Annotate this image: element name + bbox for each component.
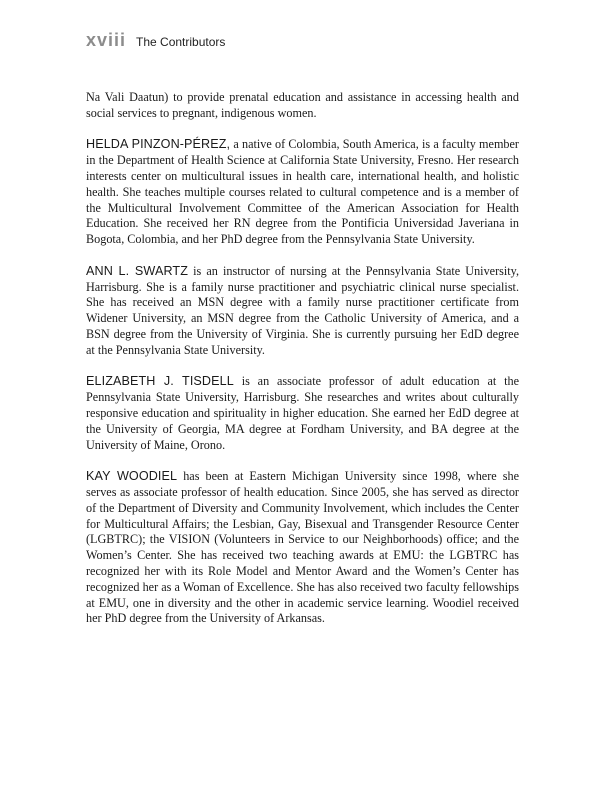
contributor-bio: a native of Colombia, South America, is a faculty member in the Department of Health Science at California State University, Fresno. Her research interests center on multicultural issues in health care, international health, and holistic health. She teaches multiple courses related to cultural competence and is a member of the Multicultural Involvement Committee of the American Association for Health Education. She received her RN degree from the Pontificia Universidad Javeriana in Bogota, Colombia, and her PhD degree from the Pennsylvania State University. — [86, 137, 519, 247]
contributor-tisdell — [86, 374, 519, 453]
contributor-name: KAY WOODIEL — [86, 469, 178, 484]
contributor-bio: is an associate professor of adult education at the Pennsylvania State University, Harrisburg. She researches and writes about culturally responsive education and spirituality in higher education. She earned her EdD degree at the University of Georgia, MA degree at Fordham University, and BA degree at the University of Maine, Orono. — [86, 374, 519, 452]
contributor-name: ANN L. SWARTZ — [86, 263, 189, 278]
contributor-bio: has been at Eastern Michigan University since 1998, where she serves as associate professor of health education. Since 2005, she has served as director of the Department of Diversity and Community Involvement, which includes the Center for Multicultural Affairs; the Lesbian, Gay, Bisexual and Transgender Resource Center (LGBTRC); the VISION (Volunteers in Service to our Neighborhoods) office; and the Women’s Center. She has received two teaching awards at EMU: the LGBTRC has recognized her with its Role Model and Mentor Award and the Women’s Center has recognized her as a Woman of Excellence. She has also received two faculty fellowships at EMU, one in diversity and the other in academic service learning. Woodiel received her PhD degree from the University of Arkansas. — [86, 469, 519, 626]
paragraph-text: Na Vali Daatun) to provide prenatal education and assistance in accessing health and social services to pregnant, indigenous women. — [86, 90, 519, 120]
contributor-bio: is an instructor of nursing at the Pennsylvania State University, Harrisburg. She is a family nurse practitioner and psychiatric clinical nurse specialist. She has received an MSN degree with a family nurse practitioner certificate from Widener University, an MSN degree from the Catholic University of America, and a BSN degree from the University of Virginia. She is currently pursuing her EdD degree at the Pennsylvania State University. — [86, 263, 519, 357]
paragraph-continued — [86, 90, 519, 122]
contributor-swartz — [86, 264, 519, 359]
contributor-name: HELDA PINZON-PÉREZ, — [86, 137, 231, 152]
contributor-name: ELIZABETH J. TISDELL — [86, 374, 234, 389]
contributor-pinzon-perez — [86, 137, 519, 248]
contributor-woodiel — [86, 469, 519, 627]
page-number: xviii — [86, 30, 127, 50]
section-title: The Contributors — [136, 35, 226, 49]
contributors-text — [86, 90, 519, 643]
running-head — [86, 30, 225, 51]
